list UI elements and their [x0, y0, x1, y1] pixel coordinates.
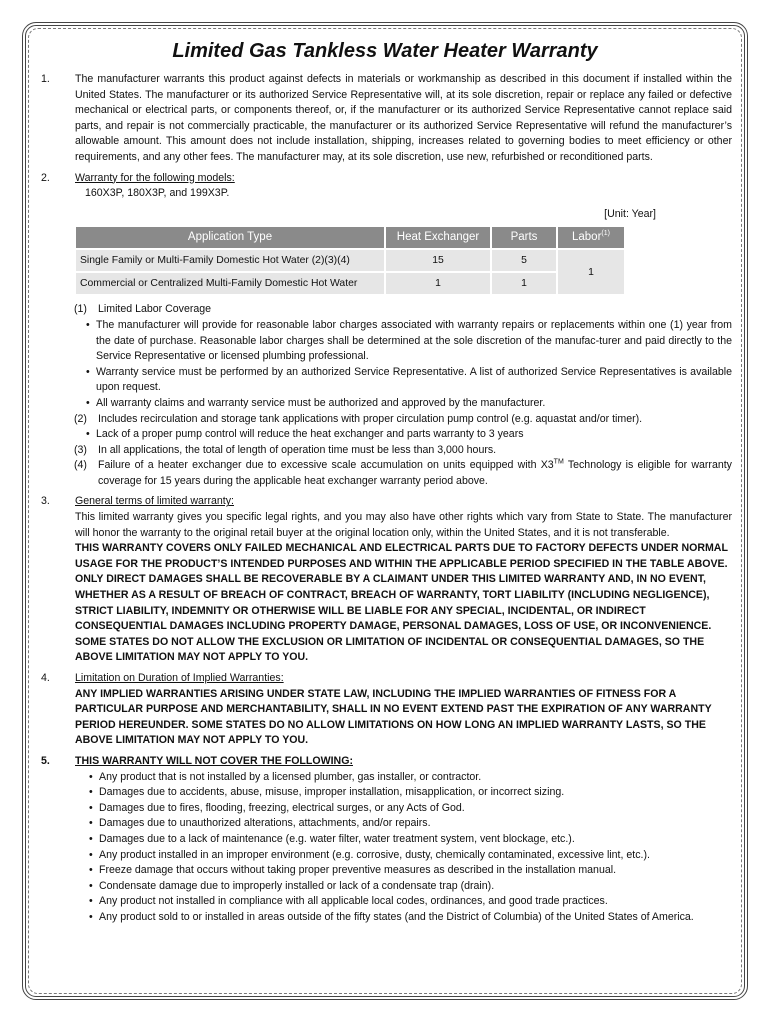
cell-parts: 5 — [492, 250, 556, 271]
warranty-document — [38, 38, 732, 931]
section-2-heading: Warranty for the following models: — [75, 171, 235, 184]
section-3-text: This limited warranty gives you specific legal rights, and you may also have other rights which vary from State to State. The manufacturer will honor the warranty to the original retail buyer at the original location only, within the United States, and it is not transferable. — [75, 511, 732, 539]
section-3 — [38, 494, 732, 666]
note-2 — [74, 412, 732, 428]
section-number: 1. — [41, 73, 50, 85]
header-labor — [558, 227, 624, 248]
note-3 — [74, 443, 732, 459]
cell-parts: 1 — [492, 273, 556, 294]
note-4 — [74, 458, 732, 489]
exclusion-item: • Damages due to fires, flooding, freezing, electrical surges, or any Acts of God. — [75, 801, 732, 817]
note-1-bullet: • Warranty service must be performed by an authorized Service Representative. A list of authorized Service Representatives is available upon request. — [74, 365, 732, 396]
header-parts: Parts — [492, 227, 556, 248]
exclusion-item: • Condensate damage due to improperly installed or lack of a condensate trap (drain). — [75, 879, 732, 895]
table-notes — [38, 302, 732, 489]
section-4-heading: Limitation on Duration of Implied Warranties: — [75, 672, 284, 684]
unit-label: [Unit: Year] — [604, 207, 656, 220]
note-text: Includes recirculation and storage tank applications with proper circulation pump control (e.g. aquastat and/or timer). — [98, 412, 643, 425]
exclusion-item: • Any product that is not installed by a licensed plumber, gas installer, or contractor. — [75, 770, 732, 786]
cell-application-type: Commercial or Centralized Multi-Family Domestic Hot Water — [76, 273, 384, 294]
exclusion-item: • Damages due to unauthorized alterations, attachments, and/or repairs. — [75, 816, 732, 832]
section-1 — [38, 72, 732, 166]
note-text-post: Technology is eligible for warranty coverage for 15 years during the applicable heat exchanger warranty period above. — [98, 459, 732, 487]
header-application-type: Application Type — [76, 227, 384, 248]
section-5 — [38, 754, 732, 926]
warranty-table — [74, 225, 626, 296]
section-3-heading: General terms of limited warranty: — [75, 495, 234, 508]
section-5-heading: THIS WARRANTY WILL NOT COVER THE FOLLOWING: — [75, 754, 353, 767]
section-4 — [38, 671, 732, 749]
note-text-pre: Failure of a heater exchanger due to excessive scale accumulation on units equipped with X3 — [98, 459, 554, 472]
exclusion-item: • Any product installed in an improper environment (e.g. corrosive, dusty, chemically contaminated, excessive lint, etc.). — [75, 848, 732, 864]
models-list: 160X3P, 180X3P, and 199X3P. — [85, 187, 230, 200]
section-2 — [38, 171, 732, 202]
cell-labor: 1 — [558, 250, 624, 294]
cell-application-type: Single Family or Multi-Family Domestic Hot Water (2)(3)(4) — [76, 250, 384, 271]
note-text: In all applications, the total of length of operation time must be less than 3,000 hours. — [98, 443, 497, 456]
table-row — [76, 273, 624, 294]
exclusion-item: • Damages due to accidents, abuse, misuse, improper installation, misapplication, or incorrect sizing. — [75, 785, 732, 801]
section-number: 4. — [41, 672, 50, 684]
exclusion-item: • Damages due to a lack of maintenance (e.g. water filter, water treatment system, vent blockage, etc.). — [75, 832, 732, 848]
cell-heat-exchanger: 1 — [386, 273, 490, 294]
section-number: 3. — [41, 495, 50, 508]
table-row — [76, 250, 624, 271]
exclusion-item: • Freeze damage that occurs without taking proper preventive measures as described in the installation manual. — [75, 863, 732, 879]
exclusion-item: • Any product not installed in compliance with all applicable local codes, ordinances, and good trade practices. — [75, 894, 732, 910]
trademark-mark: TM — [553, 458, 564, 466]
section-4-bold-text: ANY IMPLIED WARRANTIES ARISING UNDER STATE LAW, INCLUDING THE IMPLIED WARRANTIES OF FITNESS FOR A PARTICULAR PURPOSE AND MERCHANTABILITY, SHALL IN NO EVENT EXTEND PAST THE EXPIRATION OF ANY WARRANTY PERIOD HEREUNDER. SOME STATES DO NO ALLOW LIMITATIONS ON HOW LONG AN IMPLIED WARRANTY LASTS, SO THE ABOVE LIMITATION MAY NOT APPLY TO YOU. — [75, 687, 712, 747]
note-number: (2) — [74, 412, 87, 425]
exclusion-item: • Any product sold to or installed in areas outside of the fifty states (and the District of Columbia) of the United States of America. — [75, 910, 732, 926]
section-number: 2. — [41, 171, 50, 184]
section-number: 5. — [41, 754, 50, 767]
note-1-bullet: • All warranty claims and warranty service must be authorized and approved by the manufacturer. — [74, 396, 732, 412]
note-1 — [74, 302, 732, 318]
cell-heat-exchanger: 15 — [386, 250, 490, 271]
note-1-bullet: • The manufacturer will provide for reasonable labor charges associated with warranty repairs or replacements within one (1) year from the date of purchase. Reasonable labor charges shall be determined at the sole discretion of the manufac-turer and paid directly to the Service Representative or licensed plumbing professional. — [74, 318, 732, 365]
note-2-bullet: • Lack of a proper pump control will reduce the heat exchanger and parts warranty to 3 years — [74, 427, 732, 443]
note-number: (3) — [74, 443, 87, 456]
header-heat-exchanger: Heat Exchanger — [386, 227, 490, 248]
labor-label: Labor — [572, 231, 602, 244]
note-number: (4) — [74, 459, 87, 472]
note-number: (1) — [74, 303, 87, 316]
labor-footnote-ref: (1) — [601, 230, 610, 238]
table-header-row — [76, 227, 624, 248]
section-1-text: The manufacturer warrants this product against defects in materials or workmanship as described in this document if installed within the United States. The manufacturer or its authorized Service Representative will, at its sole discretion, repair or replace any failed or defective mechanical or electrical parts, or components thereof, or, if the manufacturer or its authorized Service Representative cannot replace said parts, and repair is not commercially practicable, the manufacturer or its authorized Service Representative will refund the manufacturer’s allowable amount. This amount does not include installation, shipping, increases related to governing bodies to meet efficiency or other requirements, and any other fees. The manufacturer may, at its sole discretion, use new, refurbished or reconditioned parts. — [75, 73, 732, 163]
note-text: Limited Labor Coverage — [98, 303, 212, 316]
section-3-bold-text: THIS WARRANTY COVERS ONLY FAILED MECHANICAL AND ELECTRICAL PARTS DUE TO FACTORY DEFECTS UNDER NORMAL USAGE FOR THE PRODUCT’S INTENDED PURPOSES AND WITHIN THE APPLICABLE PERIOD SPECIFIED IN THE TABLE ABOVE. ONLY DIRECT DAMAGES SHALL BE RECOVERABLE BY A CLAIMANT UNDER THIS LIMITED WARRANTY AND, IN NO EVENT, WHETHER AS A RESULT OF BREACH OF CONTRACT, BREACH OF WARRANTY, TORT LIABILITY (INCLUDING NEGLIGENCE), STRICT LIABILITY, INDEMNITY OR OTHERWISE WILL BE LIABLE FOR ANY SPECIAL, INCIDENTAL, OR INDIRECT CONSEQUENTIAL DAMAGES INCLUDING PROPERTY DAMAGE, PERSONAL DAMAGES, LOSS OF USE, OR INCONVENIENCE. SOME STATES DO NOT ALLOW THE EXCLUSION OR LIMITATION OF INCIDENTAL OR CONSEQUENTIAL DAMAGES, SO THE ABOVE LIMITATION MAY NOT APPLY TO YOU. — [75, 542, 728, 664]
page-title: Limited Gas Tankless Water Heater Warranty — [172, 40, 598, 62]
